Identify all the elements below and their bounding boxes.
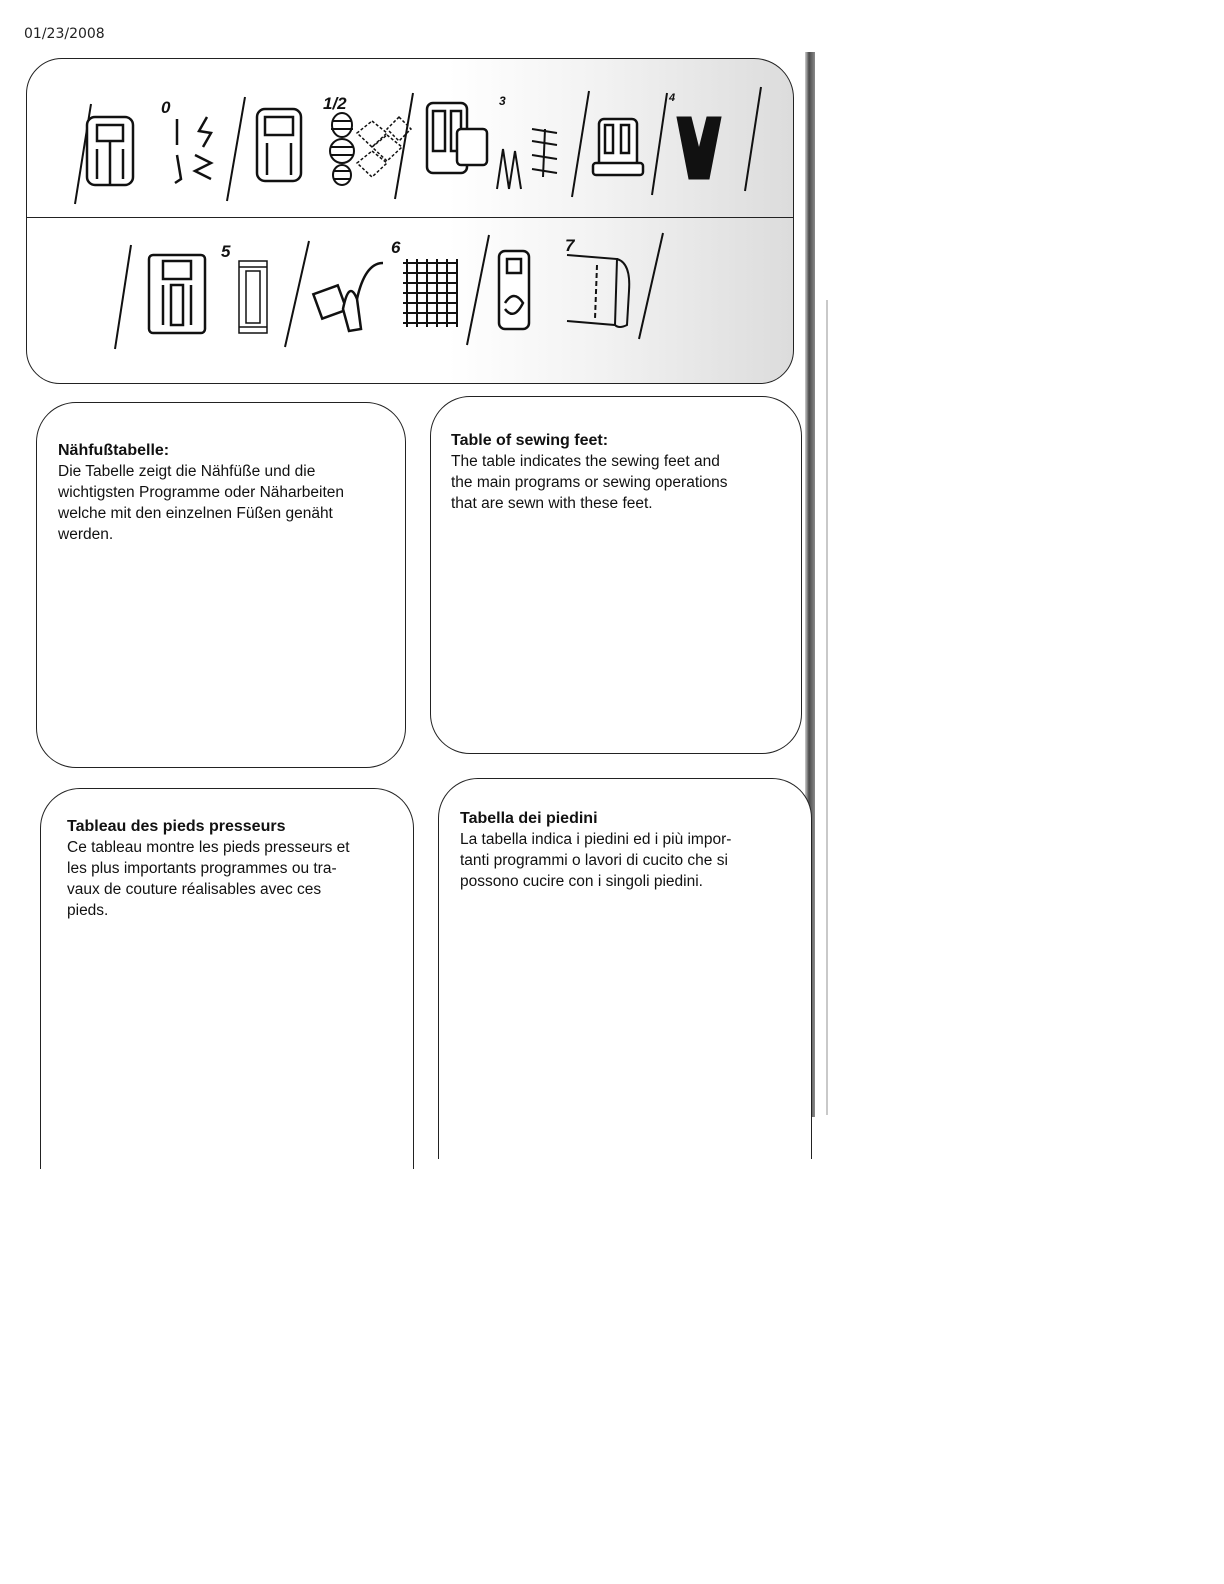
foot-5-icon: [149, 255, 205, 333]
separator-line: [467, 235, 489, 345]
card-english-text: [451, 430, 791, 514]
foot-number-6: 6: [391, 238, 401, 257]
card-italian-text: [460, 808, 800, 892]
buttonhole-icon: [239, 261, 267, 333]
card-italian-body: La tabella indica i piedini ed i più impor- tanti programmi o lavori di cucito che si possono cucire con i singoli piedini.: [460, 831, 732, 890]
separator-line: [572, 91, 589, 197]
foot-6-icon: [313, 263, 383, 331]
darning-grid-icon: [403, 259, 457, 327]
foot-number-7: 7: [565, 236, 575, 255]
sewing-feet-illustrations: [27, 59, 793, 383]
separator-line: [652, 93, 667, 195]
zigzag-stitch-icon: [175, 117, 211, 183]
blind-stitch-icon: [497, 129, 557, 189]
card-german-title: Nähfußtabelle:: [58, 442, 170, 459]
foot-3-icon: [427, 103, 487, 173]
foot-number-4: 4: [669, 92, 676, 104]
foot-number-0: 0: [161, 98, 171, 117]
separator-line: [115, 245, 131, 349]
card-french-title: Tableau des pieds presseurs: [67, 818, 286, 835]
separator-line: [285, 241, 309, 347]
foot-4-icon: [593, 119, 643, 175]
card-german-text: [58, 440, 398, 545]
card-italian-title: Tabella dei piedini: [460, 810, 598, 827]
card-french-text: [67, 816, 407, 921]
scan-date: 01/23/2008: [24, 26, 105, 42]
separator-line: [395, 93, 413, 199]
sewing-feet-table: [26, 58, 794, 384]
card-english-title: Table of sewing feet:: [451, 432, 609, 449]
foot-1-2-icon: [257, 109, 301, 181]
separator-line: [227, 97, 245, 201]
card-german-body: Die Tabelle zeigt die Nähfüße und die wichtigsten Programme oder Näharbeiten welche mit den einzelnen Füßen genäht werden.: [58, 463, 345, 543]
separator-line: [639, 233, 663, 339]
foot-7-icon: [499, 251, 529, 329]
page-edge-line: [826, 300, 828, 1115]
foot-0-icon: [87, 117, 133, 185]
card-french-body: Ce tableau montre les pieds presseurs et les plus importants programmes ou tra- vaux de couture réalisables avec ces pieds.: [67, 839, 350, 919]
separator-line: [745, 87, 761, 191]
zipper-icon: [677, 117, 721, 179]
foot-number-5: 5: [221, 242, 231, 261]
card-english-body: The table indicates the sewing feet and the main programs or sewing operations that are sewn with these feet.: [451, 453, 728, 512]
foot-number-3: 3: [499, 94, 506, 108]
hem-icon: [567, 255, 629, 327]
satin-stitch-icon: [330, 113, 354, 185]
foot-number-1-2: 1/2: [323, 94, 347, 113]
